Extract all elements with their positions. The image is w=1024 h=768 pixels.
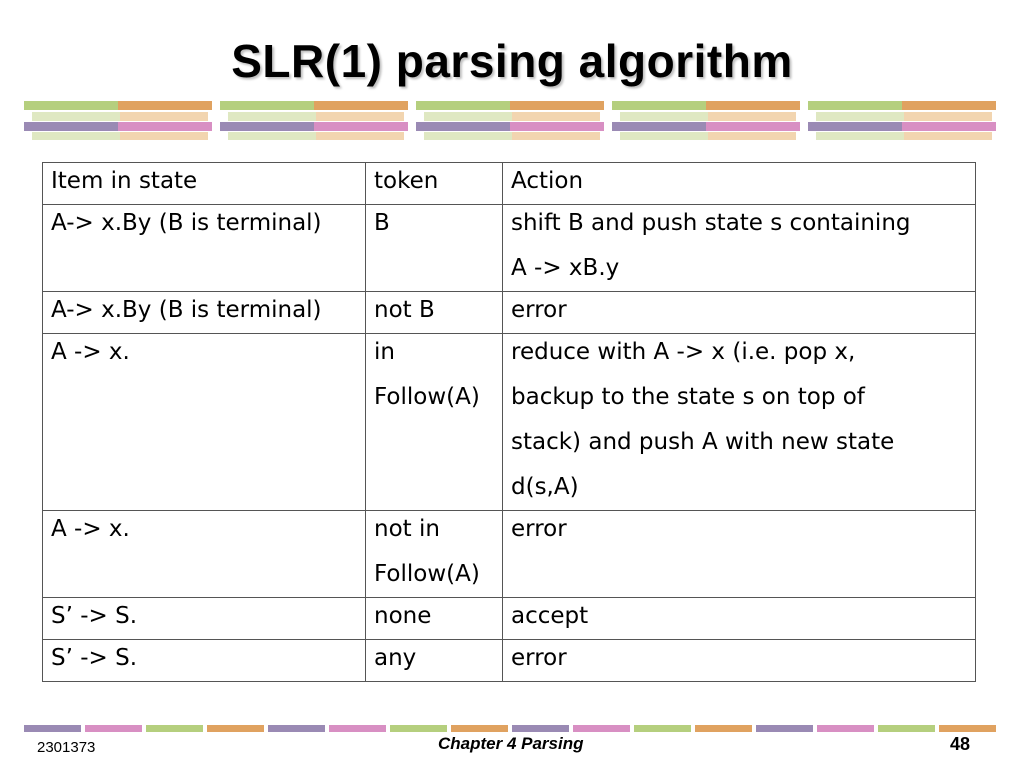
decorative-stripe-block [808,101,996,143]
decorative-stripe [24,122,118,131]
table-row [43,598,976,640]
decorative-stripes-bottom [24,725,1000,733]
decorative-stripe [620,112,708,121]
cell-item: S’ -> S. [43,640,366,682]
cell-action: reduce with A -> x (i.e. pop x, backup to the state s on top of stack) and push A with new state d(s,A) [503,334,976,511]
cell-token: in Follow(A) [366,334,503,511]
decorative-stripe [424,112,512,121]
decorative-stripe [316,132,404,140]
cell-item: A-> x.By (B is terminal) [43,292,366,334]
decorative-stripe [118,122,212,131]
decorative-stripe [220,101,314,110]
decorative-stripe [808,101,902,110]
decorative-stripe [510,122,604,131]
decorative-stripe [220,122,314,131]
decorative-stripe-block [24,101,212,143]
table-row [43,511,976,598]
decorative-stripe [32,112,120,121]
cell-token: any [366,640,503,682]
decorative-stripe-segment [878,725,935,732]
decorative-stripe [620,132,708,140]
cell-token: not in Follow(A) [366,511,503,598]
decorative-stripe [314,101,408,110]
decorative-stripe-block [612,101,800,143]
cell-item: A-> x.By (B is terminal) [43,205,366,292]
decorative-stripe-segment [451,725,508,732]
table-header-row [43,163,976,205]
decorative-stripe [416,101,510,110]
decorative-stripe [816,112,904,121]
decorative-stripe-segment [817,725,874,732]
table-row [43,334,976,511]
slide-title: SLR(1) parsing algorithm [231,35,793,87]
footer-chapter: Chapter 4 Parsing [438,734,584,753]
cell-token: none [366,598,503,640]
decorative-stripe [228,112,316,121]
decorative-stripe-segment [573,725,630,732]
decorative-stripe [902,122,996,131]
decorative-stripe-segment [146,725,203,732]
cell-action: accept [503,598,976,640]
header-token: token [366,163,503,205]
footer-course-code: 2301373 [37,739,96,756]
cell-action: error [503,640,976,682]
table-row [43,205,976,292]
decorative-stripe [316,112,404,121]
decorative-stripe [120,132,208,140]
decorative-stripes-top [24,101,1000,143]
cell-action: shift B and push state s containing A -> xB.y [503,205,976,292]
decorative-stripe [708,112,796,121]
decorative-stripe-segment [207,725,264,732]
decorative-stripe-segment [512,725,569,732]
decorative-stripe [314,122,408,131]
decorative-stripe-block [416,101,604,143]
decorative-stripe-segment [268,725,325,732]
decorative-stripe-segment [939,725,996,732]
slr-action-table [42,162,976,682]
decorative-stripe [24,101,118,110]
decorative-stripe [808,122,902,131]
decorative-stripe [228,132,316,140]
decorative-stripe [902,101,996,110]
decorative-stripe [708,132,796,140]
footer-page-number: 48 [950,734,971,754]
header-action: Action [503,163,976,205]
decorative-stripe-segment [329,725,386,732]
table-row [43,292,976,334]
cell-item: A -> x. [43,511,366,598]
decorative-stripe [32,132,120,140]
decorative-stripe [424,132,512,140]
decorative-stripe-segment [85,725,142,732]
decorative-stripe [510,101,604,110]
decorative-stripe-segment [695,725,752,732]
decorative-stripe-segment [24,725,81,732]
decorative-stripe [416,122,510,131]
decorative-stripe-segment [634,725,691,732]
decorative-stripe [904,112,992,121]
decorative-stripe [816,132,904,140]
decorative-stripe [904,132,992,140]
cell-token: B [366,205,503,292]
header-item-in-state: Item in state [43,163,366,205]
decorative-stripe [706,101,800,110]
decorative-stripe [118,101,212,110]
cell-action: error [503,292,976,334]
decorative-stripe [120,112,208,121]
decorative-stripe [512,132,600,140]
cell-token: not B [366,292,503,334]
cell-item: S’ -> S. [43,598,366,640]
decorative-stripe [612,101,706,110]
table-row [43,640,976,682]
decorative-stripe [612,122,706,131]
decorative-stripe-segment [756,725,813,732]
decorative-stripe [706,122,800,131]
decorative-stripe [512,112,600,121]
cell-item: A -> x. [43,334,366,511]
cell-action: error [503,511,976,598]
decorative-stripe-segment [390,725,447,732]
decorative-stripe-block [220,101,408,143]
